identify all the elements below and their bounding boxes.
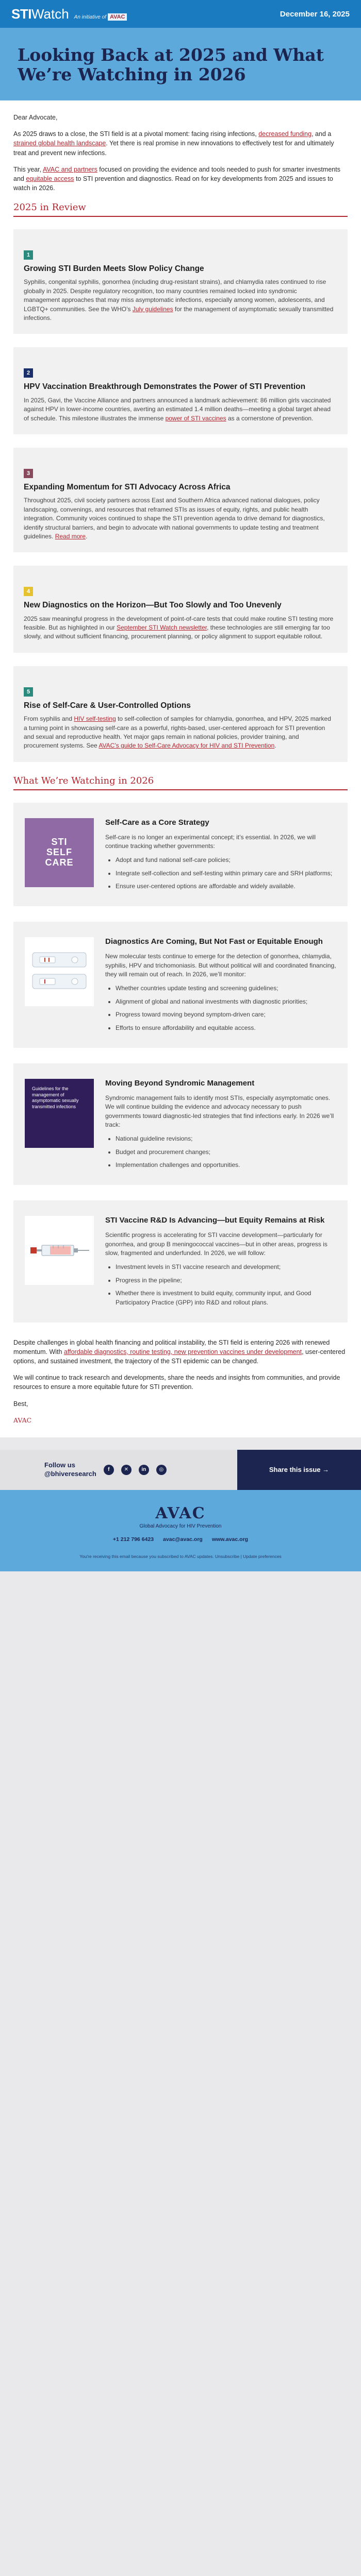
logo-sti: STI	[11, 6, 31, 22]
watch-item-title: Diagnostics Are Coming, But Not Fast or Equitable Enough	[105, 937, 323, 946]
affordable-diagnostics-link[interactable]: affordable diagnostics, routine testing, new prevention vaccines under development	[63, 1348, 302, 1356]
review-card-5	[13, 666, 348, 762]
watching-section-title: What We’re Watching in 2026	[13, 775, 154, 786]
watch-item-title: Self-Care as a Core Strategy	[105, 818, 209, 827]
closing-section	[13, 1338, 348, 1425]
watch-item-text: Scientific progress is accelerating for STI vaccine development—particularly for gonorrhea, and group B meningococcal vaccines—but in other areas, progress is slow, fragmented and underfunded. In 2026, we will follow:	[105, 1231, 327, 1257]
hiv-self-testing-link[interactable]: HIV self-testing	[74, 715, 116, 723]
section-divider	[13, 216, 348, 217]
self-care-guide-link[interactable]: AVAC’s guide to Self-Care Advocacy for HIV and STI Prevention	[99, 742, 275, 750]
intro-paragraph-2: This year, AVAC and partners focused on providing the evidence and tools needed to push for smarter investments and equitable access to STI prevention and diagnostics. Read on for key developments from 2025 and issues to watch in 2026.	[13, 165, 340, 192]
x-icon[interactable]: ✕	[121, 1465, 132, 1475]
vaccine-syringe-image	[25, 1216, 94, 1285]
avac-partners-link[interactable]: AVAC and partners	[42, 165, 97, 173]
footer-phone[interactable]: +1 212 796 6423	[112, 1536, 154, 1543]
watch-item-text: Syndromic management fails to identify most STIs, especially asymptomatic ones. We will continue building the evidence and advocacy necessary to push governments toward diagnostic-led strategies that find infections early. In 2026 we’ll track:	[105, 1094, 334, 1128]
list-item: • Investment levels in STI vaccine research and development;	[116, 1263, 336, 1272]
list-item: • Progress toward moving beyond symptom-driven care;	[116, 1010, 336, 1019]
number-badge: 5	[24, 687, 33, 697]
strained-global-health-link[interactable]: strained global health landscape	[13, 140, 106, 147]
watch-item-text: Self-care is no longer an experimental concept; it’s essential. In 2026, we will continue tracking whether governments:	[105, 833, 316, 850]
logo-watch: Watch	[31, 6, 69, 22]
review-card-title: Growing STI Burden Meets Slow Policy Change	[24, 264, 204, 274]
review-card-title: Expanding Momentum for STI Advocacy Across Africa	[24, 482, 231, 492]
watch-item-list	[105, 984, 336, 1032]
stiwatch-logo[interactable]	[11, 6, 127, 22]
footer-tagline: Global Advocacy for HIV Prevention	[139, 1523, 222, 1529]
newsletter-body	[0, 100, 361, 1437]
review-card-1	[13, 229, 348, 334]
sti-self-care-image: STI SELF CARE	[25, 818, 94, 887]
review-section-title: 2025 in Review	[13, 202, 86, 213]
sti-vaccines-link[interactable]: power of STI vaccines	[165, 414, 226, 422]
number-badge: 4	[24, 587, 33, 596]
issue-date: December 16, 2025	[280, 9, 350, 19]
syringe-icon	[27, 1235, 91, 1266]
hero-title: Looking Back at 2025 and What We’re Watching in 2026	[18, 45, 324, 84]
list-item: • National guideline revisions;	[116, 1134, 336, 1143]
watch-item-self-care	[13, 803, 348, 907]
number-badge: 3	[24, 469, 33, 478]
review-card-2	[13, 347, 348, 434]
closing-best: Best,	[13, 1400, 28, 1408]
initiative-label: An initiative of AVAC	[74, 14, 127, 20]
footer-contacts	[0, 1536, 361, 1543]
follow-us	[0, 1450, 237, 1490]
list-item: • Whether countries update testing and screening guidelines;	[116, 984, 336, 993]
review-card-title: HPV Vaccination Breakthrough Demonstrates the Power of STI Prevention	[24, 382, 306, 392]
number-badge: 2	[24, 368, 33, 378]
list-item: • Efforts to ensure affordability and equitable access.	[116, 1024, 336, 1032]
list-item: • Implementation challenges and opportunities.	[116, 1161, 336, 1170]
watch-item-vaccine	[13, 1200, 348, 1322]
review-card-title: Rise of Self-Care & User-Controlled Options	[24, 701, 191, 710]
who-guidelines-cover-image: Guidelines for the management of asymptomatic sexually transmitted infections	[25, 1079, 94, 1148]
list-item: • Whether there is investment to build equity, community input, and Good Participatory Practice (GPP) into R&D and rollout plans.	[116, 1289, 336, 1307]
equitable-access-link[interactable]: equitable access	[26, 175, 74, 182]
section-divider	[13, 789, 348, 790]
watch-item-syndromic	[13, 1063, 348, 1185]
list-item: • Progress in the pipeline;	[116, 1276, 336, 1285]
intro-paragraph-1: As 2025 draws to a close, the STI field is at a pivotal moment: facing rising infections, decreased funding, and a strained global health landscape. Yet there is real promise in new innovations to effectively test for and ultimately treat and prevent new infections.	[13, 130, 334, 157]
review-card-text: 2025 saw meaningful progress in the development of point-of-care tests that could make routine STI testing more feasible. But as highlighted in our September STI Watch newsletter, these technologies are still emerging far too slowly, and without sufficient financing, procurement planning, or policy alignment to support equitable rollout.	[24, 615, 334, 640]
list-item: • Integrate self-collection and self-testing within primary care and SRH platforms;	[116, 869, 336, 878]
review-card-text: Throughout 2025, civil society partners across East and Southern Africa advanced national dialogues, policy landscaping, convenings, and resources that reframed STIs as issues of equity, rights, and public health integration. Community voices continued to shape the STI prevention agenda to drive demand for diagnostics, identify structural barriers, and begin to advocate with national governments to update testing and treatment guidelines. Read more.	[24, 497, 325, 540]
decreased-funding-link[interactable]: decreased funding	[258, 130, 312, 138]
list-item: • Ensure user-centered options are affordable and widely available.	[116, 882, 336, 891]
september-newsletter-link[interactable]: September STI Watch newsletter	[117, 624, 207, 632]
review-card-text: From syphilis and HIV self-testing to self-collection of samples for chlamydia, gonorrhea, and HPV, 2025 marked a turning point in showcasing self-care as a powerful, rights-based, user-centered approach for STI prevention and sexual and reproductive health. Yet major gaps remain in national policies, provider training, and procurement systems. See AVAC’s guide to Self-Care Advocacy for HIV and STI Prevention.	[24, 715, 331, 750]
who-guidelines-link[interactable]: July guidelines	[132, 305, 173, 313]
number-badge: 1	[24, 250, 33, 260]
hero-banner	[0, 28, 361, 100]
review-card-text: In 2025, Gavi, the Vaccine Alliance and partners announced a landmark achievement: 86 million girls vaccinated against HPV in lower-income countries, averting an estimated 1.4 million deaths—meeting a global target ahead of schedule. This milestone illustrates the immense power of STI vaccines as a cornerstone of prevention.	[24, 396, 331, 422]
footer-email[interactable]: avac@avac.org	[163, 1536, 203, 1543]
watch-item-diagnostics	[13, 922, 348, 1047]
watch-item-list	[105, 1263, 336, 1307]
review-card-text: Syphilis, congenital syphilis, gonorrhea (including drug-resistant strains), and chlamydia rates continued to rise globally in 2025. Despite regulatory recognition, too many countries remained locked into syndromic management approaches that may miss asymptomatic infections, especially among women, adolescents, and LGBTQ+ communities. See the WHO’s July guidelines for the management of asymptomatic sexually transmitted infections.	[24, 278, 334, 322]
review-card-4	[13, 566, 348, 653]
test-cassette-icon	[28, 943, 90, 1000]
list-item: • Alignment of global and national investments with diagnostic priorities;	[116, 997, 336, 1006]
share-issue-button[interactable]: Share this issue →	[237, 1450, 361, 1490]
instagram-icon[interactable]: ◎	[156, 1465, 167, 1475]
watch-item-text: New molecular tests continue to emerge for the detection of gonorrhea, chlamydia, syphilis, HPV and trichomoniasis. But without political will and coordinated financing, they will remain out of reach. In 2026, we’ll monitor:	[105, 953, 336, 978]
follow-share-bar	[0, 1450, 361, 1490]
follow-label: Follow us	[44, 1461, 75, 1469]
watch-item-title: Moving Beyond Syndromic Management	[105, 1078, 255, 1088]
closing-paragraph-2: We will continue to track research and developments, share the needs and insights from communities, and provide resources to ensure a more equitable future for STI prevention.	[13, 1374, 340, 1391]
greeting: Dear Advocate,	[13, 114, 58, 122]
review-card-3	[13, 448, 348, 552]
watch-item-list	[105, 856, 336, 891]
read-more-link[interactable]: Read more	[55, 532, 86, 540]
header-bar	[0, 0, 361, 28]
facebook-icon[interactable]: f	[104, 1465, 114, 1475]
footer-fine-print: You're receiving this email because you subscribed to AVAC updates. Unsubscribe | Update preferences	[0, 1554, 361, 1571]
footer	[0, 1490, 361, 1554]
list-item: • Adopt and fund national self-care policies;	[116, 856, 336, 865]
follow-handle[interactable]: @bhiveresearch	[44, 1469, 96, 1478]
footer-website[interactable]: www.avac.org	[211, 1536, 249, 1543]
review-card-title: New Diagnostics on the Horizon—But Too Slowly and Too Unevenly	[24, 601, 282, 610]
closing-paragraph-1: Despite challenges in global health financing and political instability, the STI field is entering 2026 with renewed momentum. With affordable diagnostics, routine testing, new prevention vaccines under development, user-centered options, and sustained investment, the trajectory of the STI epidemic can be changed.	[13, 1338, 346, 1365]
avac-footer-logo[interactable]: AVAC	[155, 1504, 206, 1522]
watch-item-list	[105, 1134, 336, 1170]
avac-mini-logo: AVAC	[108, 13, 127, 21]
diagnostics-test-image	[25, 937, 94, 1006]
signature: AVAC	[13, 1416, 32, 1424]
watch-item-title: STI Vaccine R&D Is Advancing—but Equity Remains at Risk	[105, 1216, 325, 1225]
linkedin-icon[interactable]: in	[139, 1465, 149, 1475]
list-item: • Budget and procurement changes;	[116, 1148, 336, 1157]
